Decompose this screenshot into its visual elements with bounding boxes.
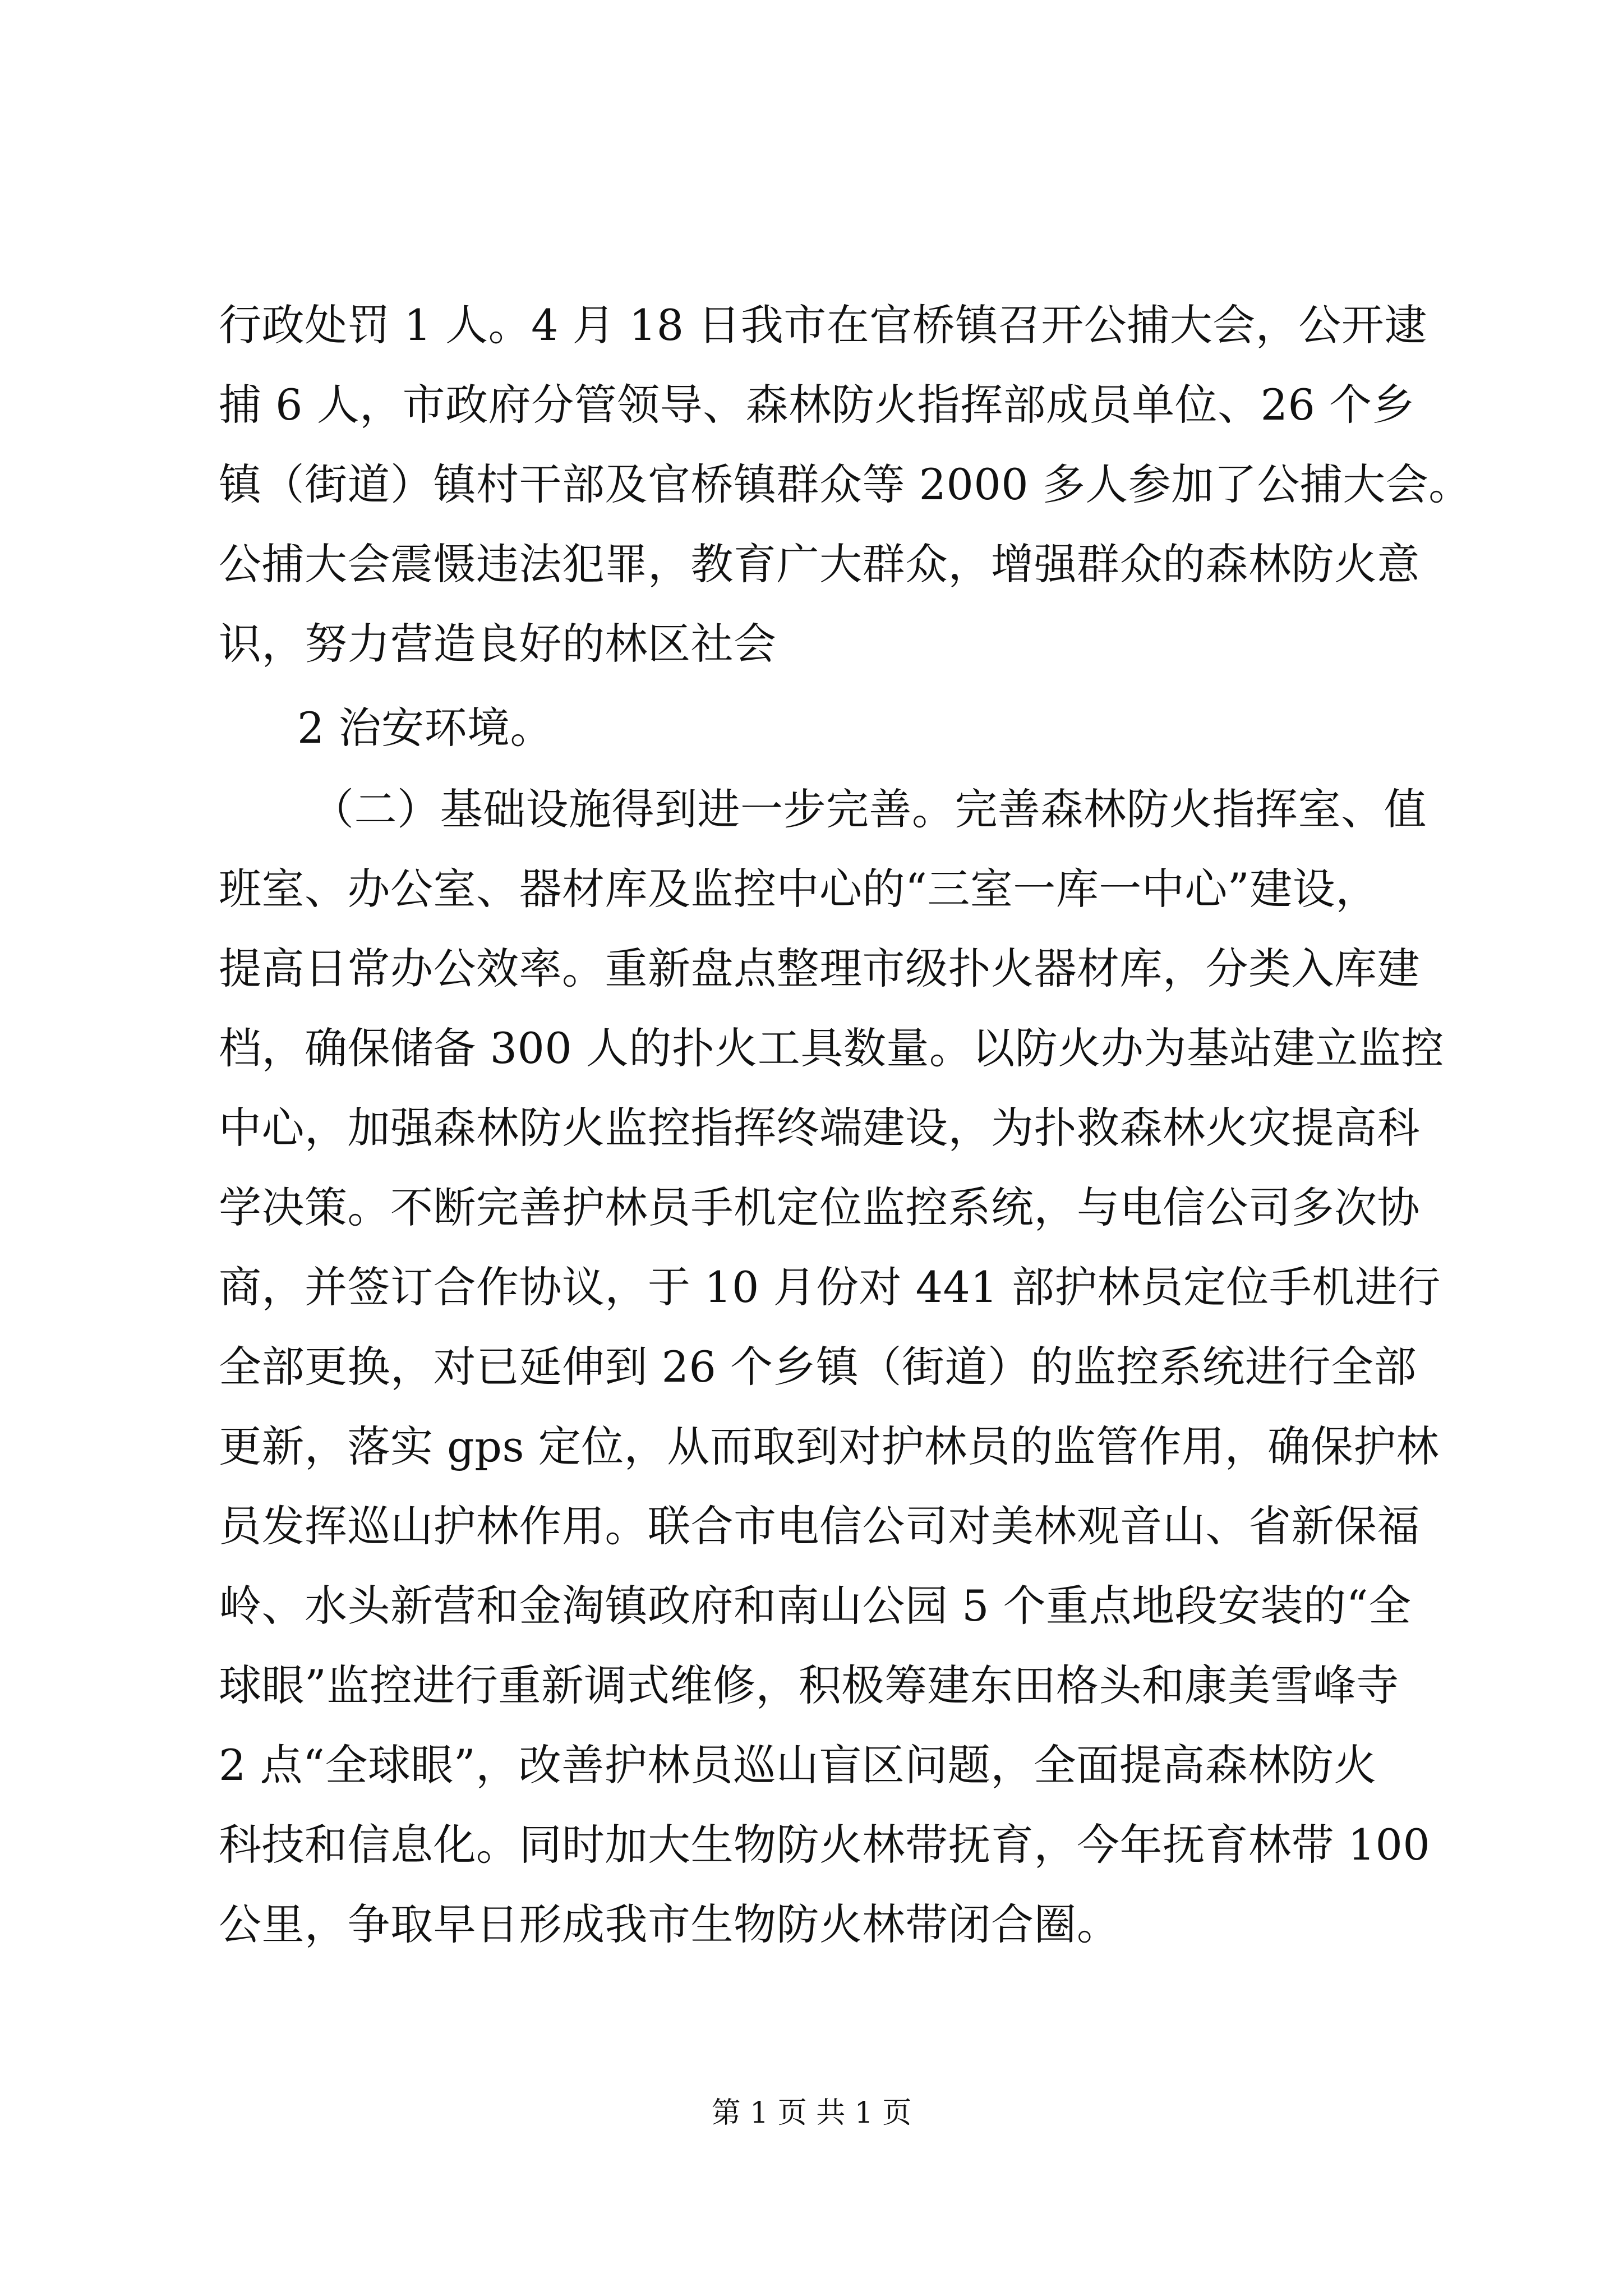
- page-footer: 第 1 页 共 1 页: [711, 2096, 912, 2130]
- text-line: 岭、水头新营和金淘镇政府和南山公园 5 个重点地段安装的“全: [219, 1581, 1412, 1631]
- text-line: 科技和信息化。同时加大生物防火林带抚育，今年抚育林带 100: [219, 1820, 1431, 1870]
- text-line: （二）基础设施得到进一步完善。完善森林防火指挥室、值: [311, 784, 1427, 834]
- text-line: 2 治安环境。: [297, 703, 554, 753]
- text-line: 全部更换，对已延伸到 26 个乡镇（街道）的监控系统进行全部: [219, 1342, 1417, 1392]
- text-line: 公捕大会震慑违法犯罪，教育广大群众，增强群众的森林防火意: [219, 539, 1420, 589]
- text-line: 公里，争取早日形成我市生物防火林带闭合圈。: [219, 1899, 1120, 1949]
- text-line: 员发挥巡山护林作用。联合市电信公司对美林观音山、省新保福: [219, 1501, 1420, 1551]
- text-line: 商，并签订合作协议，于 10 月份对 441 部护林员定位手机进行: [219, 1262, 1441, 1312]
- text-line: 镇（街道）镇村干部及官桥镇群众等 2000 多人参加了公捕大会。: [219, 459, 1472, 509]
- text-line: 球眼”监控进行重新调式维修，积极筹建东田格头和康美雪峰寺: [219, 1660, 1399, 1710]
- text-line: 中心，加强森林防火监控指挥终端建设，为扑救森林火灾提高科: [219, 1103, 1420, 1153]
- text-line: 识，努力营造良好的林区社会: [219, 619, 777, 669]
- text-line: 行政处罚 1 人。4 月 18 日我市在官桥镇召开公捕大会，公开逮: [219, 300, 1427, 350]
- text-line: 档，确保储备 300 人的扑火工具数量。以防火办为基站建立监控: [219, 1023, 1444, 1073]
- text-line: 学决策。不断完善护林员手机定位监控系统，与电信公司多次协: [219, 1182, 1420, 1232]
- text-line: 班室、办公室、器材库及监控中心的“三室一库一中心”建设，: [219, 864, 1378, 914]
- text-line: 2 点“全球眼”，改善护林员巡山盲区问题，全面提高森林防火: [219, 1740, 1377, 1790]
- text-line: 捕 6 人，市政府分管领导、森林防火指挥部成员单位、26 个乡: [219, 380, 1415, 430]
- text-line: 更新，落实 gps 定位，从而取到对护林员的监管作用，确保护林: [219, 1421, 1440, 1471]
- text-line: 提高日常办公效率。重新盘点整理市级扑火器材库，分类入库建: [219, 944, 1420, 993]
